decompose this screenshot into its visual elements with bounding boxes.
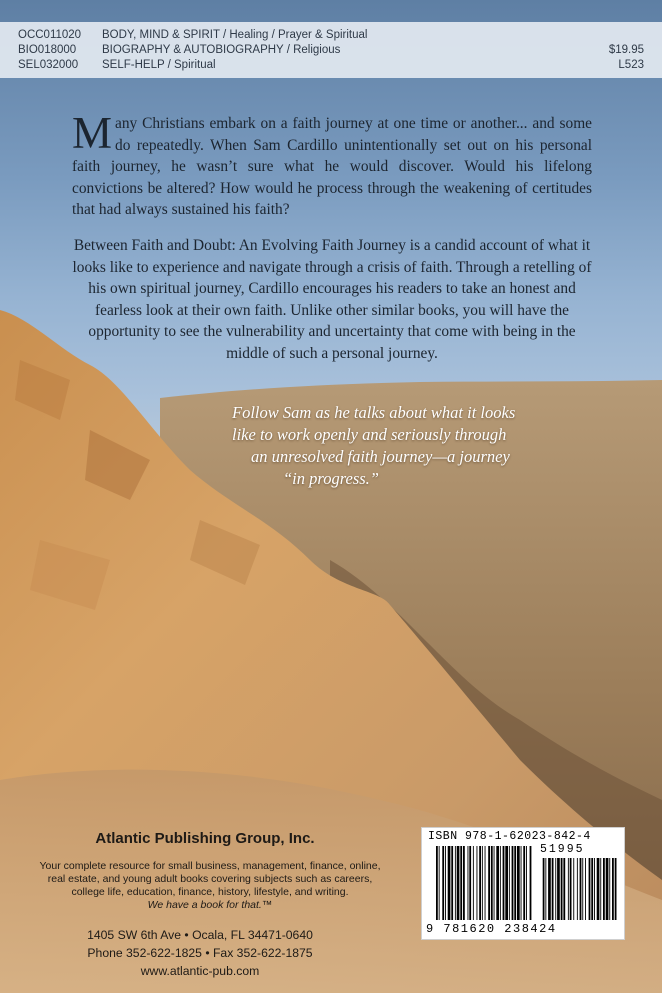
barcode-bar <box>521 846 522 920</box>
bisac-category: SELF-HELP / Spiritual <box>102 59 216 71</box>
barcode-addon-bar <box>615 858 617 920</box>
barcode-bar <box>505 846 508 920</box>
publisher-phone: Phone 352-622-1825 • Fax 352-622-1875 <box>87 946 313 960</box>
publisher-name: Atlantic Publishing Group, Inc. <box>95 830 315 847</box>
barcode-bar <box>526 846 527 920</box>
bisac-code: BIO018000 <box>18 44 77 56</box>
price: $19.95 <box>608 44 644 56</box>
quote-line: an unresolved faith journey—a journey <box>251 447 510 466</box>
barcode-addon-bar <box>577 858 578 920</box>
barcode-addon-bar <box>570 858 572 920</box>
barcode-bar <box>500 846 501 920</box>
barcode-addon-bar <box>600 858 601 920</box>
barcode-addon-bar <box>568 858 569 920</box>
barcode-addon-bar <box>594 858 595 920</box>
description-paragraph-1 <box>72 108 592 221</box>
publisher-description <box>30 860 390 912</box>
barcode-bar <box>514 846 516 920</box>
barcode-bar <box>509 846 510 920</box>
barcode-bar <box>442 846 444 920</box>
barcode-addon-bar <box>597 858 600 920</box>
quote-line: Follow Sam as he talks about what it looks <box>232 403 516 422</box>
bisac-row <box>18 43 644 57</box>
barcode-bar <box>460 846 462 920</box>
barcode-addon-bar <box>612 858 614 920</box>
quote-line: like to work openly and seriously through <box>232 425 507 444</box>
barcode-bar <box>445 846 446 920</box>
barcode-addon-bar <box>552 858 554 920</box>
publisher-description-text: Your complete resource for small business, management, finance, online, real estate, and young adult books covering subjects such as careers, college life, education, finance, history, lifestyle, and writing. <box>39 860 381 898</box>
quote-line: “in progress.” <box>283 469 379 488</box>
barcode-bar <box>494 846 495 920</box>
barcode-addon-bar <box>561 858 563 920</box>
bisac-code: OCC011020 <box>18 29 82 41</box>
barcode-addon-bar <box>548 858 551 920</box>
barcode-bar <box>517 846 520 920</box>
barcode-addon-bar <box>580 858 582 920</box>
description-text: any Christians embark on a faith journey at one time or another... and some do repeatedly. When Sam Cardillo unintentionally set out on his personal faith journey, he wasn’t sure what he would discover. Would his lifelong convictions be altered? How would he process through the weakening of certitudes that had always sustained his faith? <box>72 115 592 218</box>
barcode-addon-bar <box>582 858 583 920</box>
product-code: L523 <box>618 59 644 71</box>
bisac-category: BODY, MIND & SPIRIT / Healing / Prayer & Spiritual <box>102 29 368 41</box>
barcode-addon-bar <box>606 858 609 920</box>
bisac-row <box>18 58 644 72</box>
barcode-addon-bar <box>557 858 560 920</box>
barcode-addon-bar <box>555 858 556 920</box>
barcode-bar <box>469 846 471 920</box>
barcode-addon-bar <box>573 858 574 920</box>
barcode-bar <box>448 846 451 920</box>
barcode-bar <box>503 846 505 920</box>
barcode-addon-bar <box>609 858 610 920</box>
barcode-addon-bar <box>591 858 593 920</box>
barcode-addon-bar <box>603 858 605 920</box>
barcode-price-code: 51995 <box>540 843 585 856</box>
ean-digits: 9 781620 238424 <box>426 922 557 936</box>
publisher-tagline: We have a book for that.™ <box>147 899 273 911</box>
barcode-bar <box>473 846 474 920</box>
barcode-bar <box>451 846 453 920</box>
isbn-barcode <box>421 827 625 940</box>
barcode-bar <box>512 846 514 920</box>
drop-cap: M <box>72 108 113 158</box>
barcode-bar <box>463 846 465 920</box>
publisher-address: 1405 SW 6th Ave • Ocala, FL 34471-0640 <box>87 928 313 942</box>
bisac-row <box>18 28 644 42</box>
publisher-website[interactable]: www.atlantic-pub.com <box>140 964 260 978</box>
pull-quote <box>232 402 592 490</box>
bisac-code: SEL032000 <box>18 59 79 71</box>
barcode-bar <box>468 846 469 920</box>
barcode-bar <box>523 846 525 920</box>
barcode-bar <box>479 846 481 920</box>
barcode-bar <box>457 846 460 920</box>
barcode-bar <box>485 846 486 920</box>
barcode-bar <box>488 846 490 920</box>
description-paragraph-2: Between Faith and Doubt: An Evolving Faith Journey is a candid account of what it looks like to experience and navigate through a crisis of faith. Through a retelling of his own spiritual journey, Cardillo encourages his readers to take an honest and fearless look at their own faith. Unlike other similar books, you will have the opportunity to see the vulnerability and uncertainty that come with being in the middle of such a personal journey. <box>72 237 592 362</box>
barcode-bar <box>439 846 440 920</box>
bisac-category: BIOGRAPHY & AUTOBIOGRAPHY / Religious <box>102 44 341 56</box>
barcode-addon-bar <box>543 858 545 920</box>
barcode-bar <box>436 846 438 920</box>
barcode-addon-bar <box>563 858 565 920</box>
barcode-bar <box>477 846 478 920</box>
barcode-bar <box>491 846 493 920</box>
barcode-bar <box>482 846 483 920</box>
bisac-category-bar <box>0 22 662 78</box>
publisher-contact <box>40 926 360 980</box>
barcode-bar <box>530 846 532 920</box>
barcode-addon-bar <box>589 858 591 920</box>
barcode-addon-bar <box>585 858 586 920</box>
barcode-bar <box>496 846 499 920</box>
barcode-addon-bar <box>545 858 546 920</box>
barcode-bar <box>455 846 456 920</box>
isbn-number: ISBN 978-1-62023-842-4 <box>428 830 591 843</box>
